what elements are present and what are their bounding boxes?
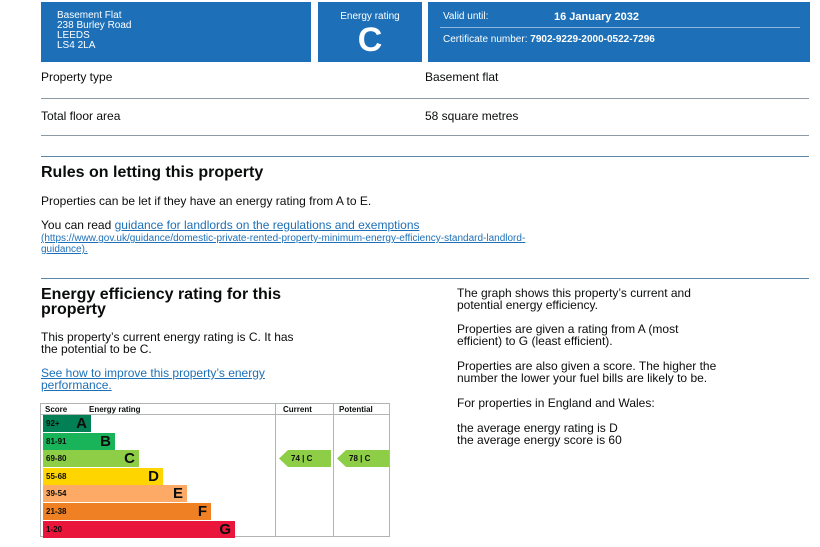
letting-rules-heading: Rules on letting this property bbox=[41, 164, 264, 181]
efficiency-current-line-1: This property’s current energy rating is C. It has bbox=[41, 330, 294, 344]
efficiency-current-line-2: the potential to be C. bbox=[41, 342, 152, 356]
graph-explanation-line-1: The graph shows this property’s current and bbox=[457, 286, 691, 300]
band-letter-label: C bbox=[124, 450, 135, 468]
efficiency-heading bbox=[41, 287, 281, 317]
section-divider bbox=[41, 156, 809, 157]
chart-header-score: Score bbox=[45, 405, 68, 414]
section-divider bbox=[41, 278, 809, 279]
energy-rating-letter: C bbox=[357, 21, 383, 59]
certificate-divider bbox=[440, 27, 800, 28]
landlord-guidance-url-line-1[interactable]: (https://www.gov.uk/guidance/domestic-private-rented-property-minimum-energy-efficiency-standard-landlord- bbox=[41, 233, 526, 244]
property-type-label: Property type bbox=[41, 70, 113, 84]
divider bbox=[41, 135, 809, 136]
improve-performance-line-2[interactable]: performance. bbox=[41, 378, 112, 392]
band-score-label: 39-54 bbox=[46, 489, 67, 499]
landlord-guidance-url[interactable] bbox=[41, 233, 525, 255]
rating-band-f bbox=[43, 503, 211, 520]
energy-rating-chart bbox=[40, 403, 390, 537]
average-rating-text: the average energy rating is D bbox=[457, 421, 618, 435]
graph-explanation bbox=[457, 287, 817, 311]
score-explanation-line-1: Properties are also given a score. The higher the bbox=[457, 359, 717, 373]
potential-rating-arrow-label: 78 | C bbox=[349, 454, 371, 464]
address-line-2: 238 Burley Road bbox=[57, 20, 132, 31]
rating-band-g bbox=[43, 521, 235, 538]
chart-header-divider bbox=[41, 414, 389, 415]
landlord-guidance-link[interactable]: guidance for landlords on the regulations and exemptions bbox=[114, 218, 420, 232]
efficiency-current-text bbox=[41, 331, 294, 355]
address-line-4: LS4 2LA bbox=[57, 40, 96, 51]
rating-band-d bbox=[43, 468, 163, 485]
letting-rules-text: Properties can be let if they have an energy rating from A to E. bbox=[41, 194, 372, 208]
band-letter-label: D bbox=[148, 467, 159, 485]
chart-column-divider bbox=[333, 404, 334, 536]
floor-area-row bbox=[41, 109, 809, 123]
improve-performance-link[interactable] bbox=[41, 367, 265, 391]
letting-guidance-prefix: You can read bbox=[41, 218, 115, 232]
chart-header-current: Current bbox=[283, 405, 312, 414]
rating-band-e bbox=[43, 485, 187, 502]
floor-area-label: Total floor area bbox=[41, 109, 121, 123]
energy-rating-block bbox=[318, 2, 422, 62]
band-score-label: 21-38 bbox=[46, 507, 67, 516]
chart-column-divider bbox=[275, 404, 276, 536]
rating-explanation-line-1: Properties are given a rating from A (most bbox=[457, 322, 679, 336]
divider bbox=[41, 98, 809, 99]
address-block bbox=[41, 2, 311, 62]
band-score-label: 55-68 bbox=[46, 471, 67, 481]
band-letter-label: E bbox=[172, 485, 183, 503]
region-text: For properties in England and Wales: bbox=[457, 396, 655, 410]
band-score-label: 92+ bbox=[46, 419, 60, 428]
landlord-guidance-url-line-2[interactable]: guidance). bbox=[41, 244, 88, 255]
average-score-text: the average energy score is 60 bbox=[457, 433, 622, 447]
valid-until-label: Valid until: bbox=[443, 11, 489, 22]
certificate-block bbox=[428, 2, 810, 62]
score-explanation-line-2: number the lower your fuel bills are likely to be. bbox=[457, 371, 708, 385]
valid-until-value: 16 January 2032 bbox=[554, 11, 640, 23]
graph-explanation-line-2: potential energy efficiency. bbox=[457, 298, 598, 312]
potential-rating-arrow bbox=[337, 450, 389, 467]
rating-band-c bbox=[43, 450, 139, 467]
chart-header-rating: Energy rating bbox=[89, 405, 141, 414]
average-text bbox=[457, 422, 817, 446]
score-explanation bbox=[457, 360, 817, 384]
efficiency-heading-line-2: property bbox=[41, 301, 106, 318]
band-letter-label: F bbox=[197, 503, 207, 520]
band-letter-label: B bbox=[100, 432, 111, 450]
property-type-row bbox=[41, 70, 809, 84]
energy-rating-label: Energy rating bbox=[340, 11, 400, 22]
band-letter-label: G bbox=[219, 520, 231, 538]
rating-explanation-line-2: efficient) to G (least efficient). bbox=[457, 334, 613, 348]
band-score-label: 81-91 bbox=[46, 436, 67, 446]
current-rating-arrow-label: 74 | C bbox=[291, 454, 313, 464]
address-line-3: LEEDS bbox=[57, 30, 90, 41]
rating-band-a bbox=[43, 415, 91, 432]
letting-guidance-text bbox=[41, 219, 420, 232]
band-letter-label: A bbox=[76, 415, 87, 432]
current-rating-arrow bbox=[279, 450, 331, 467]
property-type-value: Basement flat bbox=[425, 70, 499, 84]
rating-band-b bbox=[43, 433, 115, 450]
band-score-label: 1-20 bbox=[46, 524, 63, 534]
floor-area-value: 58 square metres bbox=[425, 109, 519, 123]
improve-performance-line-1[interactable]: See how to improve this property’s energy bbox=[41, 366, 265, 380]
band-score-label: 69-80 bbox=[46, 454, 67, 464]
address-line-1: Basement Flat bbox=[57, 10, 122, 21]
chart-header-potential: Potential bbox=[339, 405, 373, 414]
efficiency-heading-line-1: Energy efficiency rating for this bbox=[41, 286, 282, 303]
certificate-row bbox=[443, 34, 655, 45]
certificate-label: Certificate number: bbox=[443, 34, 528, 45]
rating-explanation bbox=[457, 323, 817, 347]
certificate-number: 7902-9229-2000-0522-7296 bbox=[530, 34, 655, 45]
